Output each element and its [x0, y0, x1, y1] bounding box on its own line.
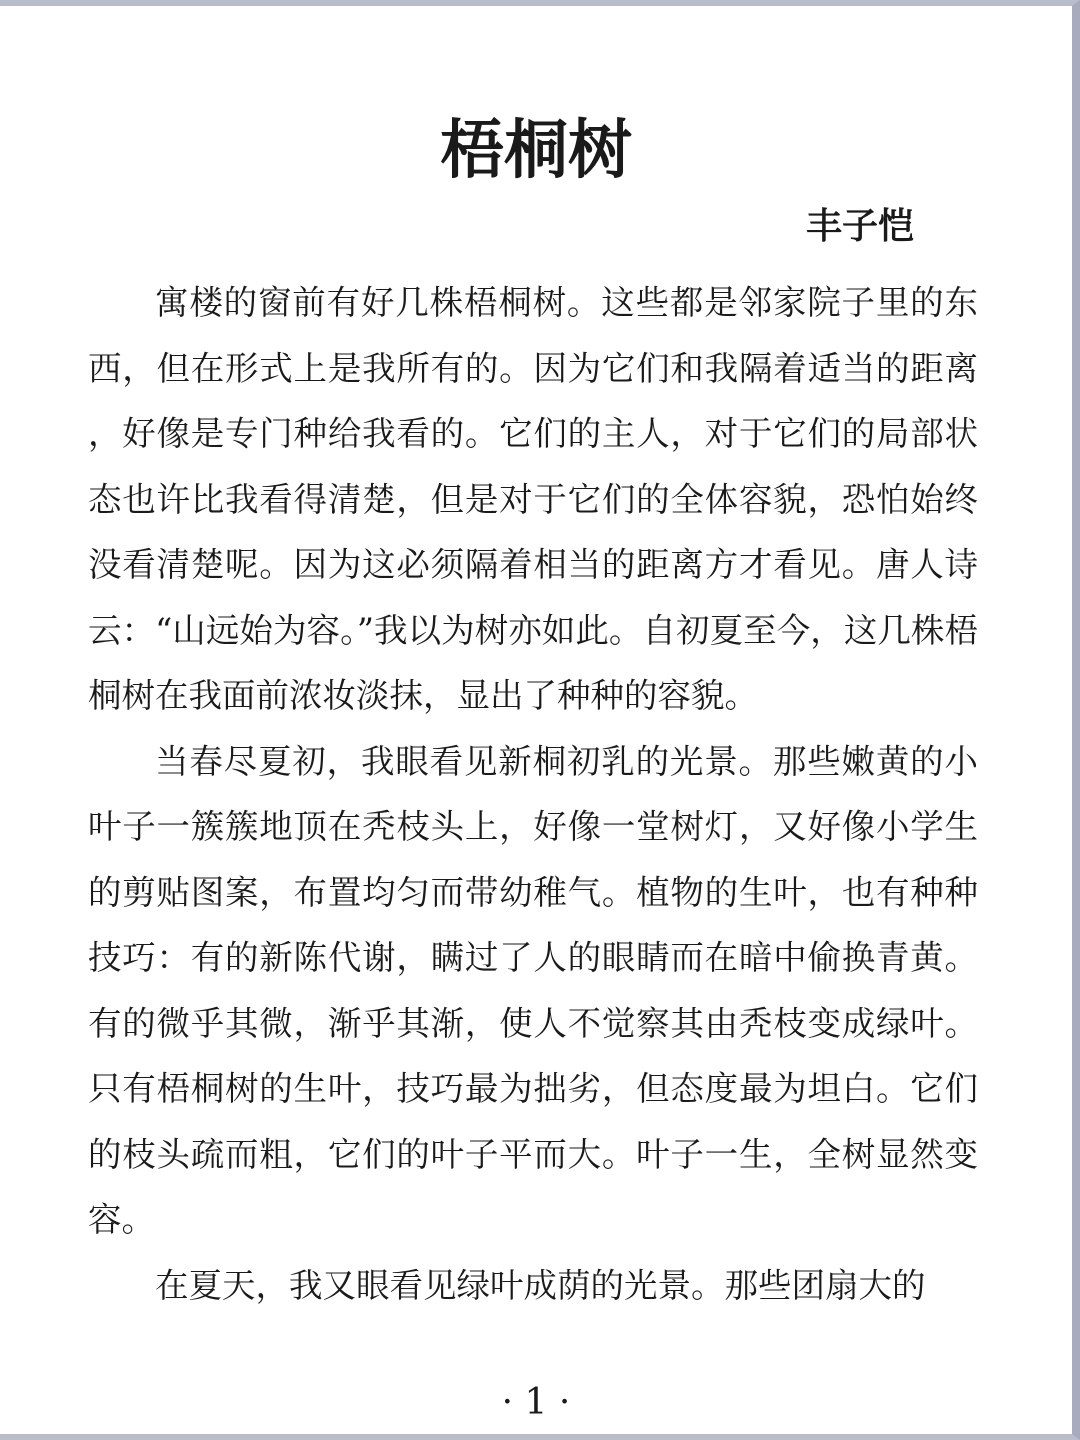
page-number: · 1 · [501, 1382, 571, 1423]
essay-body [88, 270, 978, 1318]
author-name: 丰子恺 [806, 205, 915, 247]
paragraph-3: 在夏天，我又眼看见绿叶成荫的光景。那些团扇大的 [155, 1265, 926, 1305]
paragraph-2: 当春尽夏初，我眼看见新桐初乳的光景。那些嫩黄的小叶子一簇簇地顶在秃枝头上，好像一堂树灯，又好像小学生的剪贴图案，布置均匀而带幼稚气。植物的生叶，也有种种技巧：有的新陈代谢，瞒过了人的眼睛而在暗中偷换青黄。有的微乎其微，渐乎其渐，使人不觉察其由秃枝变成绿叶。只有梧桐树的生叶，技巧最为拙劣，但态度最为坦白。它们的枝头疏而粗，它们的叶子平而大。叶子一生，全树显然变容。 [88, 741, 978, 1239]
essay-title: 梧桐树 [440, 113, 632, 188]
paragraph-1: 寓楼的窗前有好几株梧桐树。这些都是邻家院子里的东西，但在形式上是我所有的。因为它们和我隔着适当的距离，好像是专门种给我看的。它们的主人，对于它们的局部状态也许比我看得清楚，但是对于它们的全体容貌，恐怕始终没看清楚呢。因为这必须隔着相当的距离方才看见。唐人诗云：“山远始为容。”我以为树亦如此。自初夏至今，这几株梧桐树在我面前浓妆淡抹，显出了种种的容貌。 [88, 283, 978, 715]
